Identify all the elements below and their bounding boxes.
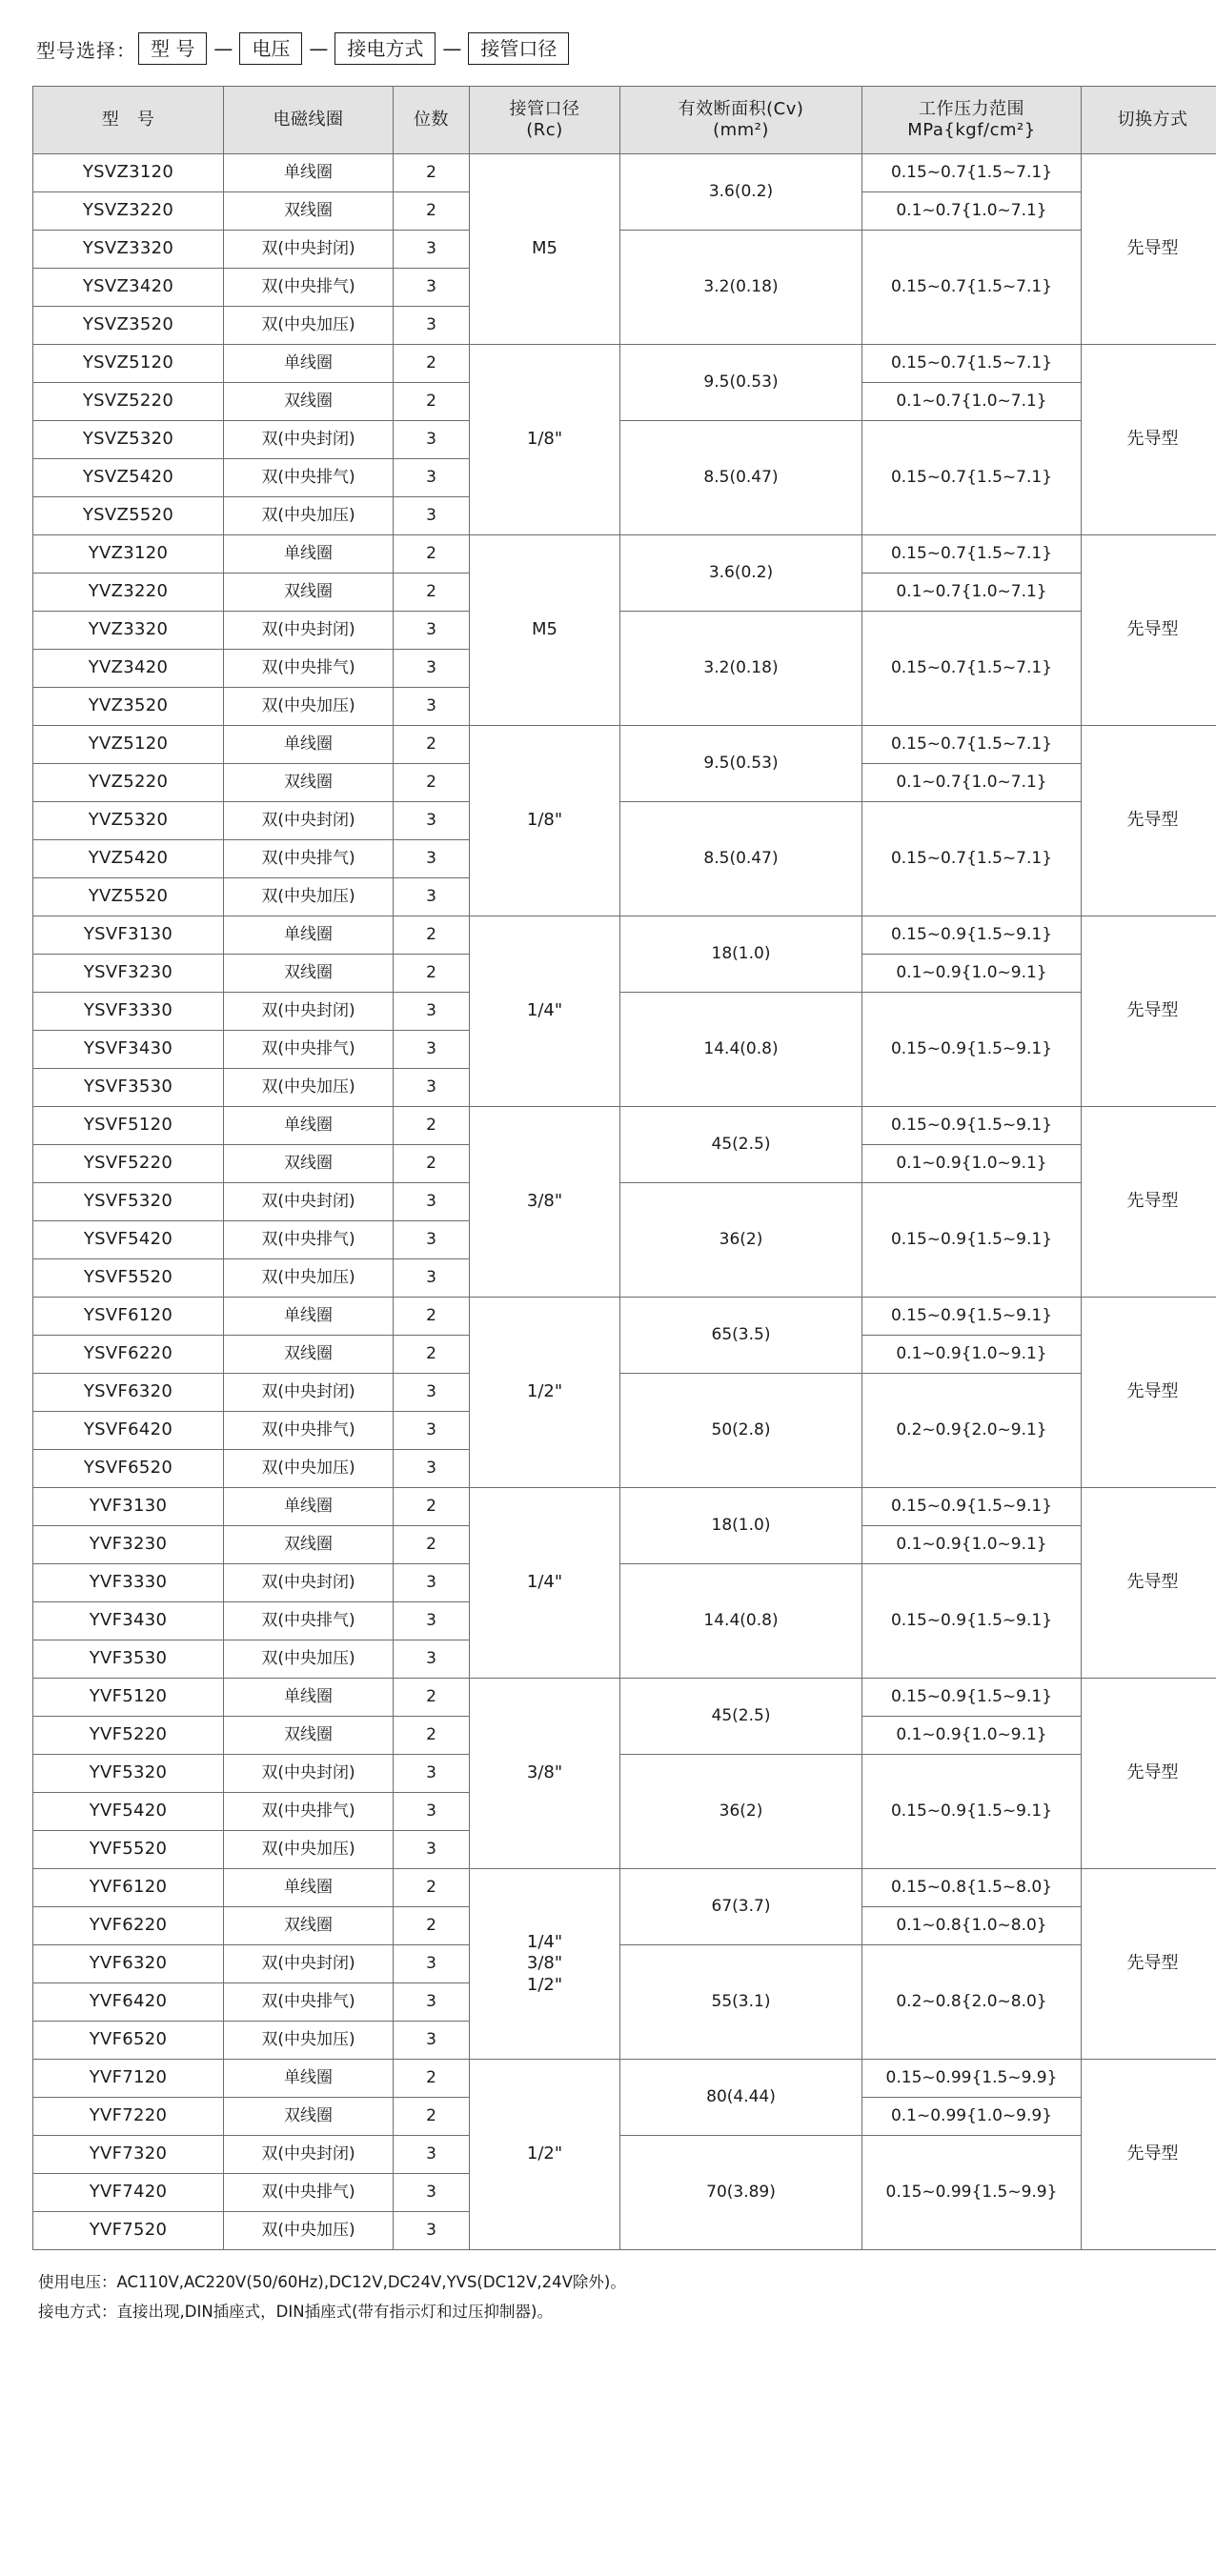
- cell-positions: 3: [394, 2174, 470, 2212]
- cell-coil: 双(中央封闭): [224, 1755, 394, 1793]
- selector-box-model[interactable]: 型 号: [138, 32, 207, 65]
- cell-model: YSVZ3520: [33, 307, 224, 345]
- table-row: [33, 2060, 1216, 2098]
- cell-model: YVF7220: [33, 2098, 224, 2136]
- cell-positions: 3: [394, 269, 470, 307]
- header-pressure-range-line2: MPa{kgf/cm²}: [907, 120, 1036, 140]
- cell-positions: 3: [394, 307, 470, 345]
- cell-positions: 2: [394, 154, 470, 192]
- model-selector: [36, 32, 1184, 65]
- cell-switching-type: 先导型: [1082, 1488, 1216, 1679]
- cell-coil: 双线圈: [224, 574, 394, 612]
- cell-positions: 3: [394, 1983, 470, 2022]
- selector-box-wiring[interactable]: 接电方式: [334, 32, 436, 65]
- cell-positions: 3: [394, 688, 470, 726]
- cell-effective-area: 36(2): [620, 1183, 862, 1298]
- footnotes: [32, 2267, 1184, 2327]
- cell-pressure-range: 0.15~0.9{1.5~9.1}: [862, 916, 1082, 955]
- cell-coil: 单线圈: [224, 916, 394, 955]
- cell-pressure-range: 0.15~0.9{1.5~9.1}: [862, 1564, 1082, 1679]
- header-model: 型 号: [33, 87, 224, 154]
- cell-model: YSVF6520: [33, 1450, 224, 1488]
- cell-pressure-range: 0.15~0.9{1.5~9.1}: [862, 1298, 1082, 1336]
- cell-model: YVF6420: [33, 1983, 224, 2022]
- cell-positions: 3: [394, 459, 470, 497]
- cell-effective-area: 3.2(0.18): [620, 612, 862, 726]
- cell-coil: 双(中央封闭): [224, 612, 394, 650]
- cell-positions: 3: [394, 2136, 470, 2174]
- table-row: [33, 726, 1216, 764]
- cell-port-size: 3/8": [470, 1107, 620, 1298]
- cell-model: YVF5120: [33, 1679, 224, 1717]
- cell-model: YSVZ5420: [33, 459, 224, 497]
- cell-positions: 3: [394, 1412, 470, 1450]
- cell-coil: 双(中央排气): [224, 840, 394, 878]
- table-row: [33, 535, 1216, 574]
- cell-model: YVZ3220: [33, 574, 224, 612]
- cell-effective-area: 8.5(0.47): [620, 802, 862, 916]
- cell-effective-area: 9.5(0.53): [620, 726, 862, 802]
- cell-model: YVF6120: [33, 1869, 224, 1907]
- cell-coil: 单线圈: [224, 154, 394, 192]
- cell-port-size: 1/8": [470, 726, 620, 916]
- cell-positions: 2: [394, 764, 470, 802]
- cell-model: YVF5520: [33, 1831, 224, 1869]
- cell-positions: 3: [394, 612, 470, 650]
- cell-coil: 双线圈: [224, 1717, 394, 1755]
- cell-coil: 双(中央封闭): [224, 1945, 394, 1983]
- cell-effective-area: 9.5(0.53): [620, 345, 862, 421]
- cell-pressure-range: 0.15~0.99{1.5~9.9}: [862, 2136, 1082, 2250]
- cell-model: YSVF3330: [33, 993, 224, 1031]
- cell-effective-area: 14.4(0.8): [620, 993, 862, 1107]
- specification-table: [32, 86, 1216, 2250]
- cell-coil: 双(中央加压): [224, 307, 394, 345]
- cell-switching-type: 先导型: [1082, 916, 1216, 1107]
- selector-dash-3: —: [442, 37, 462, 60]
- table-row: [33, 1679, 1216, 1717]
- cell-coil: 双(中央排气): [224, 1602, 394, 1640]
- cell-model: YSVF6120: [33, 1298, 224, 1336]
- cell-coil: 双线圈: [224, 764, 394, 802]
- cell-model: YVZ3520: [33, 688, 224, 726]
- cell-model: YVF7420: [33, 2174, 224, 2212]
- cell-positions: 3: [394, 878, 470, 916]
- cell-effective-area: 8.5(0.47): [620, 421, 862, 535]
- cell-coil: 双(中央加压): [224, 1450, 394, 1488]
- cell-pressure-range: 0.15~0.9{1.5~9.1}: [862, 993, 1082, 1107]
- cell-pressure-range: 0.1~0.9{1.0~9.1}: [862, 1336, 1082, 1374]
- cell-coil: 双(中央加压): [224, 1259, 394, 1298]
- cell-port-size: M5: [470, 535, 620, 726]
- cell-pressure-range: 0.1~0.8{1.0~8.0}: [862, 1907, 1082, 1945]
- cell-model: YVF5320: [33, 1755, 224, 1793]
- cell-coil: 双(中央加压): [224, 878, 394, 916]
- cell-model: YVZ5520: [33, 878, 224, 916]
- cell-pressure-range: 0.1~0.9{1.0~9.1}: [862, 1145, 1082, 1183]
- cell-coil: 双(中央排气): [224, 269, 394, 307]
- cell-positions: 2: [394, 1107, 470, 1145]
- cell-positions: 2: [394, 192, 470, 231]
- cell-coil: 单线圈: [224, 2060, 394, 2098]
- cell-coil: 双线圈: [224, 955, 394, 993]
- cell-positions: 3: [394, 1259, 470, 1298]
- cell-model: YVF5220: [33, 1717, 224, 1755]
- cell-positions: 2: [394, 535, 470, 574]
- cell-positions: 3: [394, 1564, 470, 1602]
- cell-model: YVF3530: [33, 1640, 224, 1679]
- cell-positions: 2: [394, 1298, 470, 1336]
- cell-model: YVZ3420: [33, 650, 224, 688]
- header-effective-area-line2: (mm²): [713, 120, 769, 140]
- cell-positions: 2: [394, 1679, 470, 1717]
- header-pressure-range-line1: 工作压力范围: [919, 98, 1024, 119]
- cell-positions: 3: [394, 1183, 470, 1221]
- cell-coil: 单线圈: [224, 1107, 394, 1145]
- table-row: [33, 2136, 1216, 2174]
- cell-coil: 双(中央加压): [224, 1640, 394, 1679]
- cell-positions: 2: [394, 1145, 470, 1183]
- cell-effective-area: 3.6(0.2): [620, 535, 862, 612]
- note-voltage: 使用电压：AC110V,AC220V(50/60Hz),DC12V,DC24V,YVS(DC12V,24V除外)。: [38, 2273, 626, 2291]
- cell-positions: 2: [394, 1526, 470, 1564]
- cell-coil: 双(中央加压): [224, 688, 394, 726]
- cell-coil: 双(中央封闭): [224, 1183, 394, 1221]
- cell-positions: 3: [394, 1450, 470, 1488]
- cell-coil: 单线圈: [224, 1298, 394, 1336]
- cell-switching-type: 先导型: [1082, 1679, 1216, 1869]
- table-row: [33, 1945, 1216, 1983]
- cell-coil: 双(中央排气): [224, 1793, 394, 1831]
- header-port-size-line1: 接管口径: [509, 98, 580, 119]
- cell-coil: 双(中央封闭): [224, 2136, 394, 2174]
- cell-pressure-range: 0.15~0.9{1.5~9.1}: [862, 1755, 1082, 1869]
- table-row: [33, 802, 1216, 840]
- cell-coil: 双线圈: [224, 1336, 394, 1374]
- cell-model: YVF5420: [33, 1793, 224, 1831]
- cell-coil: 单线圈: [224, 1679, 394, 1717]
- cell-coil: 双(中央封闭): [224, 421, 394, 459]
- cell-coil: 双(中央封闭): [224, 802, 394, 840]
- table-row: [33, 1755, 1216, 1793]
- cell-positions: 3: [394, 1831, 470, 1869]
- cell-pressure-range: 0.1~0.7{1.0~7.1}: [862, 383, 1082, 421]
- table-row: [33, 612, 1216, 650]
- cell-coil: 双(中央排气): [224, 1031, 394, 1069]
- cell-positions: 3: [394, 1640, 470, 1679]
- cell-port-size: 1/4": [470, 1488, 620, 1679]
- cell-model: YSVZ5220: [33, 383, 224, 421]
- cell-coil: 双(中央加压): [224, 497, 394, 535]
- cell-coil: 双线圈: [224, 1526, 394, 1564]
- cell-effective-area: 36(2): [620, 1755, 862, 1869]
- cell-port-size: 1/8": [470, 345, 620, 535]
- cell-model: YSVF3130: [33, 916, 224, 955]
- cell-model: YVZ5220: [33, 764, 224, 802]
- note-wiring: 接电方式：直接出现,DIN插座式，DIN插座式(带有指示灯和过压抑制器)。: [38, 2303, 553, 2322]
- cell-model: YSVF3230: [33, 955, 224, 993]
- table-row: [33, 345, 1216, 383]
- cell-coil: 双(中央封闭): [224, 231, 394, 269]
- cell-positions: 3: [394, 2022, 470, 2060]
- cell-positions: 2: [394, 726, 470, 764]
- cell-positions: 2: [394, 2060, 470, 2098]
- cell-positions: 3: [394, 802, 470, 840]
- cell-model: YVF6320: [33, 1945, 224, 1983]
- cell-positions: 3: [394, 497, 470, 535]
- cell-model: YSVF6320: [33, 1374, 224, 1412]
- cell-port-size-line: 3/8": [526, 1953, 563, 1974]
- selector-box-voltage[interactable]: 电压: [239, 32, 302, 65]
- cell-positions: 3: [394, 1221, 470, 1259]
- cell-coil: 双线圈: [224, 192, 394, 231]
- cell-positions: 2: [394, 1336, 470, 1374]
- cell-effective-area: 18(1.0): [620, 916, 862, 993]
- cell-effective-area: 14.4(0.8): [620, 1564, 862, 1679]
- cell-model: YSVF5320: [33, 1183, 224, 1221]
- cell-coil: 双(中央排气): [224, 459, 394, 497]
- cell-coil: 双(中央封闭): [224, 993, 394, 1031]
- header-effective-area: [620, 87, 862, 154]
- cell-model: YSVF3430: [33, 1031, 224, 1069]
- cell-pressure-range: 0.15~0.7{1.5~7.1}: [862, 231, 1082, 345]
- cell-pressure-range: 0.15~0.7{1.5~7.1}: [862, 726, 1082, 764]
- cell-effective-area: 67(3.7): [620, 1869, 862, 1945]
- cell-effective-area: 3.2(0.18): [620, 231, 862, 345]
- cell-port-size: 1/4": [470, 916, 620, 1107]
- cell-port-size: M5: [470, 154, 620, 345]
- table-row: [33, 916, 1216, 955]
- cell-coil: 双(中央加压): [224, 2212, 394, 2250]
- cell-positions: 3: [394, 2212, 470, 2250]
- cell-positions: 3: [394, 1069, 470, 1107]
- cell-coil: 单线圈: [224, 345, 394, 383]
- cell-positions: 2: [394, 1717, 470, 1755]
- model-selector-label: 型号选择：: [36, 38, 136, 62]
- cell-model: YVF3430: [33, 1602, 224, 1640]
- cell-pressure-range: 0.15~0.8{1.5~8.0}: [862, 1869, 1082, 1907]
- cell-pressure-range: 0.1~0.7{1.0~7.1}: [862, 764, 1082, 802]
- cell-model: YVF6520: [33, 2022, 224, 2060]
- cell-pressure-range: 0.15~0.9{1.5~9.1}: [862, 1183, 1082, 1298]
- cell-coil: 双(中央排气): [224, 1983, 394, 2022]
- cell-model: YSVZ5320: [33, 421, 224, 459]
- table-row: [33, 1107, 1216, 1145]
- cell-effective-area: 55(3.1): [620, 1945, 862, 2060]
- cell-coil: 双(中央排气): [224, 1412, 394, 1450]
- cell-positions: 2: [394, 1869, 470, 1907]
- cell-pressure-range: 0.2~0.9{2.0~9.1}: [862, 1374, 1082, 1488]
- cell-pressure-range: 0.2~0.8{2.0~8.0}: [862, 1945, 1082, 2060]
- cell-port-size: 1/2": [470, 2060, 620, 2250]
- cell-pressure-range: 0.15~0.9{1.5~9.1}: [862, 1488, 1082, 1526]
- cell-model: YSVF3530: [33, 1069, 224, 1107]
- cell-positions: 2: [394, 383, 470, 421]
- cell-model: YVZ3320: [33, 612, 224, 650]
- cell-effective-area: 70(3.89): [620, 2136, 862, 2250]
- cell-model: YSVZ3420: [33, 269, 224, 307]
- cell-model: YVF7320: [33, 2136, 224, 2174]
- cell-pressure-range: 0.15~0.99{1.5~9.9}: [862, 2060, 1082, 2098]
- header-positions: 位数: [394, 87, 470, 154]
- selector-box-port[interactable]: 接管口径: [468, 32, 569, 65]
- cell-effective-area: 18(1.0): [620, 1488, 862, 1564]
- cell-model: YVZ3120: [33, 535, 224, 574]
- cell-port-size-line: 1/2": [526, 1974, 563, 1995]
- cell-coil: 双(中央封闭): [224, 1374, 394, 1412]
- table-row: [33, 231, 1216, 269]
- cell-coil: 双(中央封闭): [224, 1564, 394, 1602]
- table-row: [33, 1869, 1216, 1907]
- cell-effective-area: 65(3.5): [620, 1298, 862, 1374]
- cell-pressure-range: 0.1~0.7{1.0~7.1}: [862, 192, 1082, 231]
- cell-pressure-range: 0.15~0.7{1.5~7.1}: [862, 345, 1082, 383]
- selector-dash-1: —: [213, 37, 233, 60]
- cell-positions: 3: [394, 421, 470, 459]
- cell-pressure-range: 0.15~0.7{1.5~7.1}: [862, 802, 1082, 916]
- cell-port-size-line: 1/4": [526, 1931, 563, 1952]
- cell-pressure-range: 0.15~0.9{1.5~9.1}: [862, 1679, 1082, 1717]
- cell-positions: 2: [394, 955, 470, 993]
- table-row: [33, 154, 1216, 192]
- cell-model: YSVZ3120: [33, 154, 224, 192]
- header-port-size: [470, 87, 620, 154]
- cell-positions: 2: [394, 2098, 470, 2136]
- cell-positions: 3: [394, 1793, 470, 1831]
- cell-pressure-range: 0.1~0.9{1.0~9.1}: [862, 1526, 1082, 1564]
- cell-effective-area: 45(2.5): [620, 1679, 862, 1755]
- cell-positions: 3: [394, 231, 470, 269]
- cell-pressure-range: 0.15~0.7{1.5~7.1}: [862, 612, 1082, 726]
- table-row: [33, 421, 1216, 459]
- cell-port-size: [470, 1869, 620, 2060]
- cell-model: YSVF5420: [33, 1221, 224, 1259]
- cell-model: YVZ5120: [33, 726, 224, 764]
- cell-pressure-range: 0.15~0.9{1.5~9.1}: [862, 1107, 1082, 1145]
- cell-positions: 2: [394, 916, 470, 955]
- cell-positions: 2: [394, 1907, 470, 1945]
- cell-model: YVF7120: [33, 2060, 224, 2098]
- table-row: [33, 1183, 1216, 1221]
- cell-coil: 单线圈: [224, 1869, 394, 1907]
- cell-positions: 2: [394, 574, 470, 612]
- header-port-size-line2: (Rc): [526, 120, 563, 140]
- cell-coil: 双(中央加压): [224, 1831, 394, 1869]
- table-row: [33, 993, 1216, 1031]
- cell-positions: 2: [394, 1488, 470, 1526]
- cell-switching-type: 先导型: [1082, 1869, 1216, 2060]
- cell-coil: 双(中央加压): [224, 1069, 394, 1107]
- cell-model: YSVZ3220: [33, 192, 224, 231]
- cell-pressure-range: 0.15~0.7{1.5~7.1}: [862, 535, 1082, 574]
- cell-model: YVZ5320: [33, 802, 224, 840]
- cell-positions: 3: [394, 993, 470, 1031]
- cell-positions: 3: [394, 1031, 470, 1069]
- cell-effective-area: 3.6(0.2): [620, 154, 862, 231]
- table-body: [33, 154, 1216, 2250]
- cell-effective-area: 80(4.44): [620, 2060, 862, 2136]
- cell-coil: 双线圈: [224, 2098, 394, 2136]
- cell-model: YVF6220: [33, 1907, 224, 1945]
- selector-dash-2: —: [309, 37, 329, 60]
- cell-switching-type: 先导型: [1082, 345, 1216, 535]
- cell-model: YSVZ5120: [33, 345, 224, 383]
- cell-coil: 双(中央加压): [224, 2022, 394, 2060]
- cell-effective-area: 45(2.5): [620, 1107, 862, 1183]
- header-switching-type: 切换方式: [1082, 87, 1216, 154]
- header-coil: 电磁线圈: [224, 87, 394, 154]
- cell-switching-type: 先导型: [1082, 1107, 1216, 1298]
- cell-switching-type: 先导型: [1082, 535, 1216, 726]
- cell-coil: 单线圈: [224, 1488, 394, 1526]
- table-row: [33, 1298, 1216, 1336]
- cell-model: YSVZ5520: [33, 497, 224, 535]
- cell-positions: 3: [394, 1602, 470, 1640]
- cell-model: YSVF5220: [33, 1145, 224, 1183]
- cell-effective-area: 50(2.8): [620, 1374, 862, 1488]
- cell-model: YVF3330: [33, 1564, 224, 1602]
- cell-coil: 双(中央排气): [224, 1221, 394, 1259]
- cell-pressure-range: 0.1~0.9{1.0~9.1}: [862, 955, 1082, 993]
- cell-port-size: 3/8": [470, 1679, 620, 1869]
- cell-pressure-range: 0.1~0.99{1.0~9.9}: [862, 2098, 1082, 2136]
- cell-pressure-range: 0.15~0.7{1.5~7.1}: [862, 154, 1082, 192]
- table-row: [33, 1374, 1216, 1412]
- cell-pressure-range: 0.1~0.9{1.0~9.1}: [862, 1717, 1082, 1755]
- cell-switching-type: 先导型: [1082, 2060, 1216, 2250]
- cell-model: YSVF5120: [33, 1107, 224, 1145]
- cell-positions: 3: [394, 650, 470, 688]
- cell-positions: 3: [394, 1374, 470, 1412]
- cell-positions: 2: [394, 345, 470, 383]
- cell-switching-type: 先导型: [1082, 1298, 1216, 1488]
- cell-coil: 单线圈: [224, 726, 394, 764]
- cell-port-size: 1/2": [470, 1298, 620, 1488]
- cell-pressure-range: 0.15~0.7{1.5~7.1}: [862, 421, 1082, 535]
- cell-model: YVF7520: [33, 2212, 224, 2250]
- cell-model: YVF3230: [33, 1526, 224, 1564]
- cell-positions: 3: [394, 1945, 470, 1983]
- cell-model: YVF3130: [33, 1488, 224, 1526]
- cell-model: YVZ5420: [33, 840, 224, 878]
- cell-coil: 双线圈: [224, 1907, 394, 1945]
- cell-pressure-range: 0.1~0.7{1.0~7.1}: [862, 574, 1082, 612]
- table-row: [33, 1488, 1216, 1526]
- cell-switching-type: 先导型: [1082, 726, 1216, 916]
- header-pressure-range: [862, 87, 1082, 154]
- cell-switching-type: 先导型: [1082, 154, 1216, 345]
- cell-model: YSVF6420: [33, 1412, 224, 1450]
- cell-model: YSVF6220: [33, 1336, 224, 1374]
- cell-positions: 3: [394, 1755, 470, 1793]
- table-row: [33, 1564, 1216, 1602]
- cell-model: YSVF5520: [33, 1259, 224, 1298]
- cell-coil: 双(中央排气): [224, 650, 394, 688]
- cell-coil: 双(中央排气): [224, 2174, 394, 2212]
- cell-model: YSVZ3320: [33, 231, 224, 269]
- cell-coil: 单线圈: [224, 535, 394, 574]
- cell-coil: 双线圈: [224, 383, 394, 421]
- header-effective-area-line1: 有效断面积(Cv): [678, 98, 804, 119]
- cell-coil: 双线圈: [224, 1145, 394, 1183]
- cell-positions: 3: [394, 840, 470, 878]
- table-header-row: [33, 87, 1216, 154]
